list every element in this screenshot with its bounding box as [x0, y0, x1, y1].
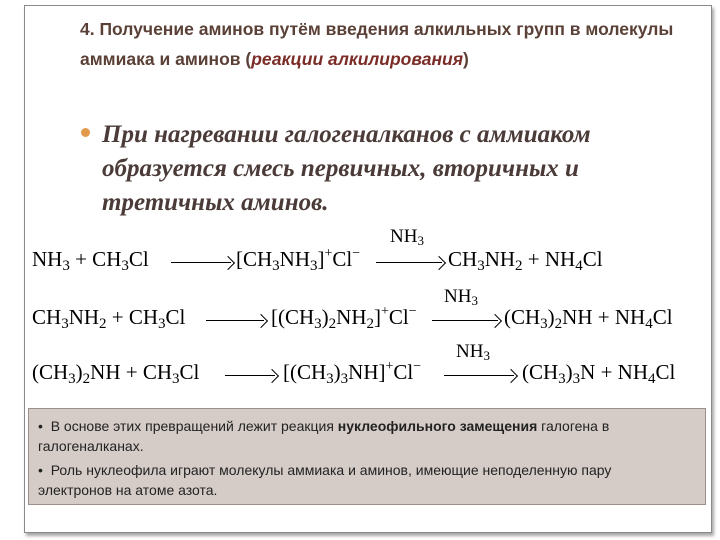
- note-box: [28, 408, 706, 505]
- reaction-3-arrow-2: [444, 375, 514, 376]
- note-bullet-1-bold: нуклеофильного замещения: [337, 418, 538, 434]
- reaction-1-reactants: $NH_3 + CH_3Cl$: [32, 247, 149, 274]
- title-text: 4. Получение аминов путём введения алкильных групп в молекулы аммиака и аминов (: [80, 19, 674, 69]
- note-bullet-1-marker: •: [38, 418, 43, 434]
- note-bullet-1-text: В основе этих превращений лежит реакция: [50, 418, 338, 434]
- reaction-3-reactants: $(CH_3)_2NH + CH_3Cl$: [32, 360, 200, 387]
- lead-text: При нагревании галогеналканов с аммиаком образуется смесь первичных, вторичных и третичных аминов.: [102, 121, 591, 216]
- reaction-3-intermediate: $[(CH_3)_3NH]^+Cl^-$: [283, 359, 422, 387]
- note-bullet-2-marker: •: [38, 462, 43, 478]
- note-bullet-1: [38, 416, 688, 456]
- reaction-2-arrow-1: [206, 320, 264, 321]
- reaction-3-arrow-1: [225, 375, 275, 376]
- reaction-2-reactants: $CH_3NH_2 + CH_3Cl$: [32, 305, 186, 332]
- reaction-1-products: $CH_3NH_2 + NH_4Cl$: [448, 247, 603, 274]
- note-bullet-2-text: Роль нуклеофила играют молекулы аммиака и аминов, имеющие неподеленную пару электронов на атоме азота.: [38, 462, 612, 498]
- reaction-1-arrow-1: [171, 262, 231, 263]
- reaction-2-arrow-2: [432, 320, 498, 321]
- note-bullet-1-tail: галогена в галогеналканах.: [38, 418, 610, 454]
- reaction-2-reagent: $NH_3$: [444, 286, 478, 308]
- reaction-3-products: $(CH_3)_3N + NH_4Cl$: [522, 360, 676, 387]
- title-close: ): [463, 49, 469, 69]
- reaction-1-reagent: $NH_3$: [390, 226, 424, 248]
- title-italic: реакции алкилирования: [251, 49, 464, 69]
- note-bullet-2: [38, 460, 688, 500]
- reaction-3-reagent: $NH_3$: [456, 341, 490, 363]
- reaction-2-intermediate: $[(CH_3)_2NH_2]^+Cl^-$: [271, 304, 417, 332]
- reaction-1-arrow-2: [376, 262, 442, 263]
- reaction-1-intermediate: $[CH_3NH_3]^+Cl^-$: [236, 246, 361, 274]
- reaction-2-products: $(CH_3)_2NH + NH_4Cl$: [504, 305, 673, 332]
